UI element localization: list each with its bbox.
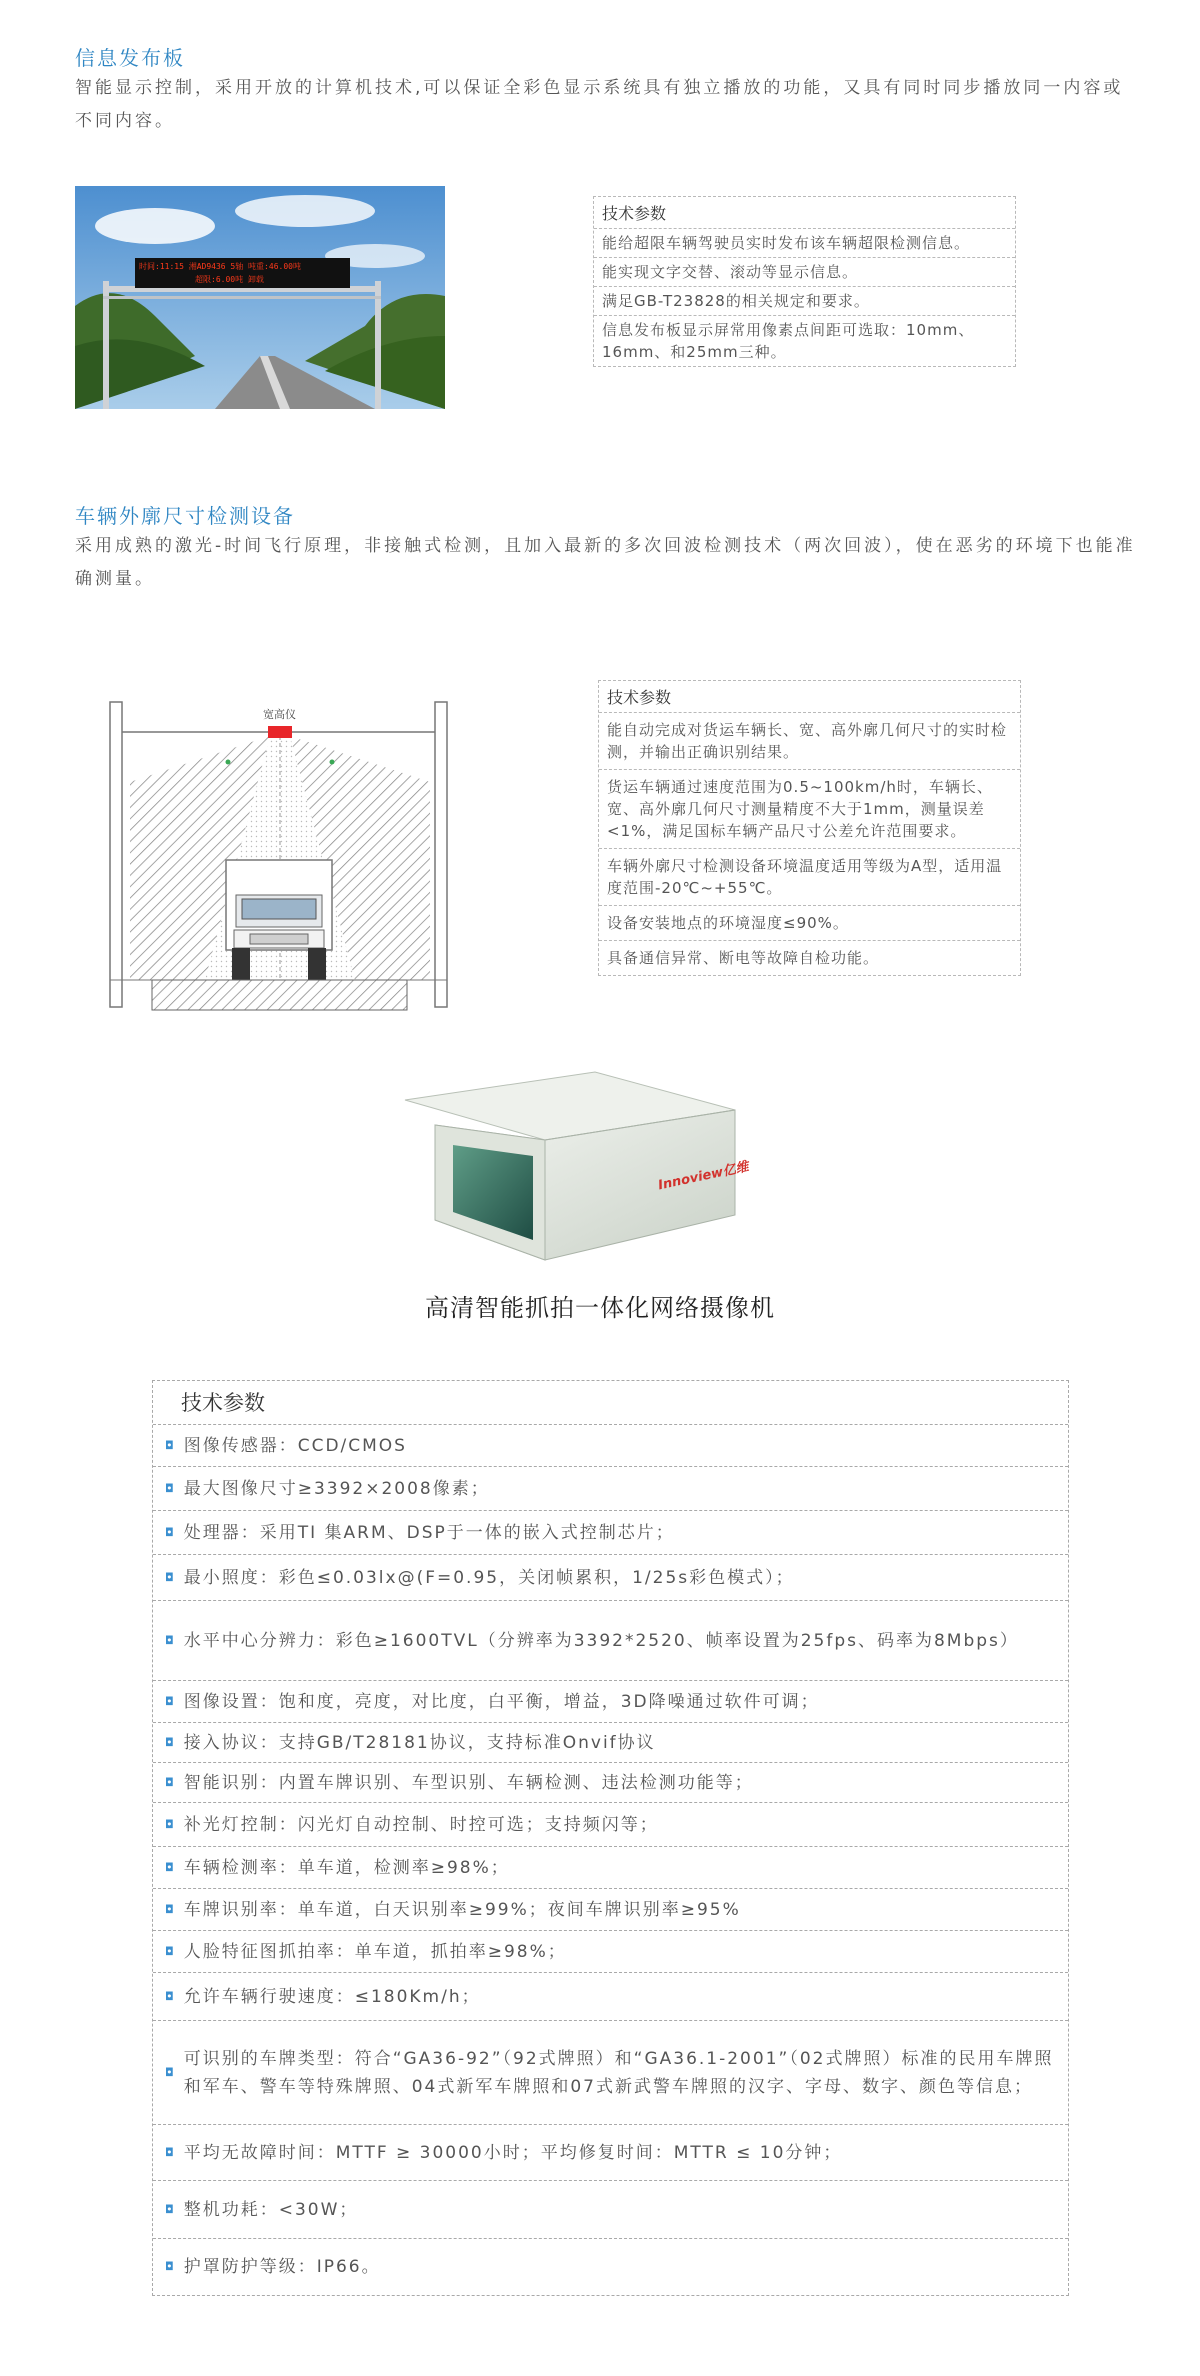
spec-text: 最大图像尺寸≥3392×2008像素； bbox=[183, 1478, 490, 1499]
sign-line-2: 超限:6.00吨 卸载 bbox=[195, 275, 264, 284]
section1-description: 智能显示控制，采用开放的计算机技术,可以保证全彩色显示系统具有独立播放的功能，又具有同时同步播放同一内容或不同内容。 bbox=[75, 78, 1124, 131]
bullet-icon: ◘ bbox=[165, 2145, 176, 2159]
spec-row bbox=[153, 1681, 1068, 1723]
camera-params-header: 技术参数 bbox=[153, 1381, 1068, 1425]
camera-caption: 高清智能抓拍一体化网络摄像机 bbox=[425, 1294, 775, 1322]
bullet-icon: ◘ bbox=[165, 1570, 176, 1584]
section2-param: 设备安装地点的环境湿度≤90%。 bbox=[599, 906, 1020, 941]
spec-text: 智能识别：内置车牌识别、车型识别、车辆检测、违法检测功能等； bbox=[183, 1772, 754, 1793]
spec-text: 护罩防护等级：IP66。 bbox=[183, 2257, 381, 2277]
spec-row bbox=[153, 1931, 1068, 1973]
section2-title: 车辆外廓尺寸检测设备 bbox=[75, 504, 295, 528]
spec-text: 人脸特征图抓拍率：单车道，抓拍率≥98%； bbox=[183, 1941, 567, 1962]
spec-row bbox=[153, 1555, 1068, 1601]
section1-title: 信息发布板 bbox=[75, 46, 185, 70]
section2-description: 采用成熟的激光-时间飞行原理，非接触式检测，且加入最新的多次回波检测技术（两次回波），使在恶劣的环境下也能准确测量。 bbox=[75, 536, 1136, 589]
spec-row bbox=[153, 1973, 1068, 2021]
detector-label: 宽高仪 bbox=[263, 708, 296, 721]
camera-brand-logo: Innoview亿维 bbox=[656, 1159, 751, 1194]
spec-text: 处理器：采用TI 集ARM、DSP于一体的嵌入式控制芯片； bbox=[183, 1522, 675, 1543]
bullet-icon: ◘ bbox=[165, 1860, 176, 1874]
bullet-icon: ◘ bbox=[165, 2065, 176, 2079]
bullet-icon: ◘ bbox=[165, 1775, 176, 1789]
dimension-detector-diagram bbox=[100, 690, 460, 1020]
spec-row bbox=[153, 2021, 1068, 2125]
spec-row bbox=[153, 2125, 1068, 2181]
bullet-icon: ◘ bbox=[165, 1633, 176, 1647]
bullet-icon: ◘ bbox=[165, 1438, 176, 1452]
spec-row bbox=[153, 1763, 1068, 1803]
spec-text: 平均无故障时间：MTTF ≥ 30000小时；平均修复时间：MTTR ≤ 10分钟； bbox=[183, 2142, 843, 2163]
section2-param: 能自动完成对货运车辆长、宽、高外廓几何尺寸的实时检测，并输出正确识别结果。 bbox=[599, 713, 1020, 770]
spec-text: 图像传感器：CCD/CMOS bbox=[183, 1435, 407, 1456]
spec-row bbox=[153, 2239, 1068, 2295]
spec-row bbox=[153, 1803, 1068, 1847]
spec-text: 最小照度：彩色≤0.03lx@(F=0.95，关闭帧累积，1/25s彩色模式）； bbox=[183, 1567, 795, 1588]
section1-param: 能给超限车辆驾驶员实时发布该车辆超限检测信息。 bbox=[594, 229, 1015, 258]
section1-param: 满足GB-T23828的相关规定和要求。 bbox=[594, 287, 1015, 316]
spec-row bbox=[153, 1889, 1068, 1931]
bullet-icon: ◘ bbox=[165, 1735, 176, 1749]
spec-text: 车牌识别率：单车道，白天识别率≥99%；夜间车牌识别率≥95% bbox=[183, 1899, 741, 1920]
spec-row bbox=[153, 1511, 1068, 1555]
bullet-icon: ◘ bbox=[165, 2202, 176, 2216]
spec-row bbox=[153, 1425, 1068, 1467]
bullet-icon: ◘ bbox=[165, 1902, 176, 1916]
section2-params-box bbox=[598, 680, 1021, 976]
spec-text: 水平中心分辨力：彩色≥1600TVL（分辨率为3392*2520、帧率设置为25fps、码率为8Mbps） bbox=[183, 1630, 1019, 1651]
bullet-icon: ◘ bbox=[165, 1525, 176, 1539]
section2-param: 货运车辆通过速度范围为0.5~100km/h时，车辆长、宽、高外廓几何尺寸测量精度不大于1mm，测量误差<1%，满足国标车辆产品尺寸公差允许范围要求。 bbox=[599, 770, 1020, 849]
section2-params-header: 技术参数 bbox=[599, 681, 1020, 713]
spec-row bbox=[153, 1601, 1068, 1681]
section1-param: 能实现文字交替、滚动等显示信息。 bbox=[594, 258, 1015, 287]
spec-text: 补光灯控制：闪光灯自动控制、时控可选；支持频闪等； bbox=[183, 1814, 659, 1835]
spec-text: 接入协议：支持GB/T28181协议，支持标准Onvif协议 bbox=[183, 1732, 656, 1753]
section2-param: 具备通信异常、断电等故障自检功能。 bbox=[607, 949, 880, 967]
bullet-icon: ◘ bbox=[165, 1817, 176, 1831]
road-sign-photo bbox=[75, 186, 445, 409]
bullet-icon: ◘ bbox=[165, 1989, 176, 2003]
camera-spec-table bbox=[152, 1380, 1069, 2296]
spec-text: 车辆检测率：单车道，检测率≥98%； bbox=[183, 1857, 510, 1878]
spec-row bbox=[153, 1847, 1068, 1889]
section1-params-box bbox=[593, 196, 1016, 367]
bullet-icon: ◘ bbox=[165, 1944, 176, 1958]
section1-params-header: 技术参数 bbox=[594, 197, 1015, 229]
section2-param: 车辆外廓尺寸检测设备环境温度适用等级为A型，适用温度范围-20℃~+55℃。 bbox=[599, 849, 1020, 906]
spec-row bbox=[153, 1467, 1068, 1511]
spec-row bbox=[153, 1723, 1068, 1763]
spec-row bbox=[153, 2181, 1068, 2239]
camera-image bbox=[395, 1070, 755, 1270]
bullet-icon: ◘ bbox=[165, 2260, 176, 2273]
spec-text: 可识别的车牌类型：符合“GA36-92”（92式牌照）和“GA36.1-2001”（02式牌照）标准的民用车牌照和军车、警车等特殊牌照、04式新军车牌照和07式新武警车牌照的汉字、字母、数字、颜色等信息； bbox=[183, 2048, 1054, 2097]
spec-text: 整机功耗：<30W； bbox=[183, 2199, 359, 2220]
bullet-icon: ◘ bbox=[165, 1481, 176, 1495]
section1-param: 信息发布板显示屏常用像素点间距可选取：10mm、16mm、和25mm三种。 bbox=[602, 321, 975, 361]
spec-text: 允许车辆行驶速度：≤180Km/h； bbox=[183, 1986, 481, 2007]
spec-text: 图像设置：饱和度，亮度，对比度，白平衡，增益，3D降噪通过软件可调； bbox=[183, 1691, 820, 1712]
bullet-icon: ◘ bbox=[165, 1694, 176, 1708]
sign-line-1: 时间:11:15 湘AD9436 5轴 吨重:46.00吨 bbox=[139, 262, 301, 271]
